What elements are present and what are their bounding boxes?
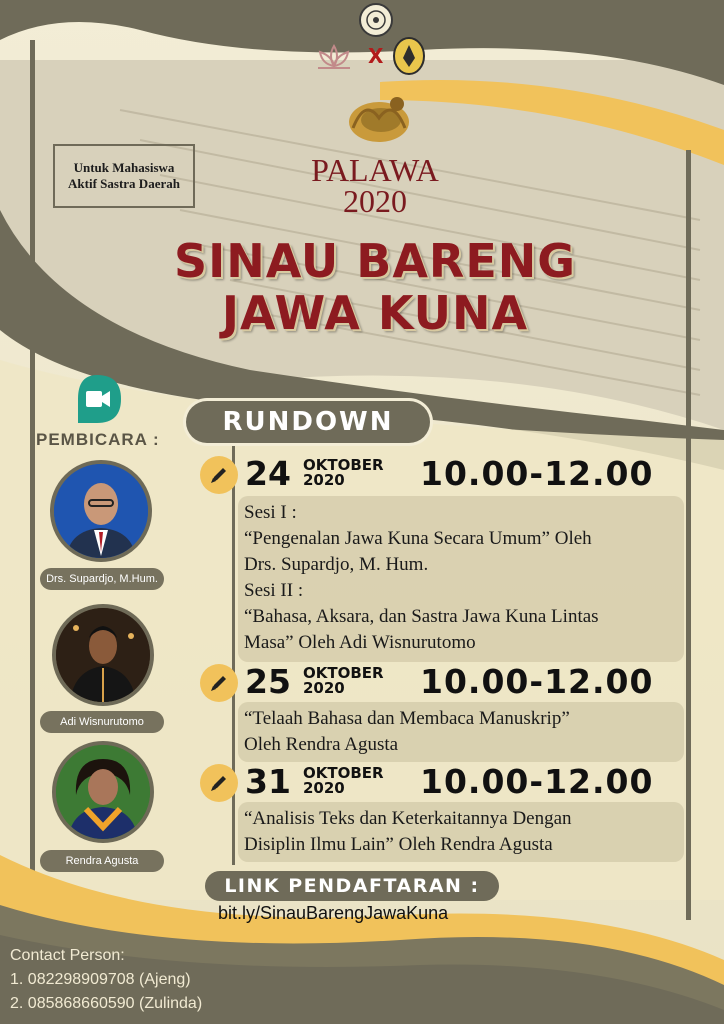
schedule-1-details [238,496,684,662]
speaker-avatar-1 [54,464,148,558]
badge-line1: Untuk Mahasiswa [73,160,175,175]
palawa-emblem-icon [345,88,413,148]
badge-line2: Aktif Sastra Daerah [68,176,180,191]
pen-icon [208,772,230,794]
event-name: PALAWA [311,152,439,188]
shield-logo-icon [392,36,426,76]
schedule-1-line: Sesi I : [244,502,297,523]
schedule-1-line: Drs. Supardjo, M. Hum. [244,554,429,575]
schedule-2-line: Oleh Rendra Agusta [244,734,399,755]
schedule-3-time: 10.00-12.00 [420,762,654,801]
schedule-2-time: 10.00-12.00 [420,662,654,701]
schedule-2-details [238,702,684,762]
speaker-avatar-3 [56,745,150,839]
rundown-label: RUNDOWN [186,401,430,443]
registration-link[interactable]: bit.ly/SinauBarengJawaKuna [218,903,449,923]
schedule-2-day: 25 [245,662,291,701]
schedule-1-day: 24 [245,454,291,493]
schedule-1-line: “Pengenalan Jawa Kuna Secara Umum” Oleh [244,528,592,549]
schedule-1-line: Masa” Oleh Adi Wisnurutomo [244,632,476,653]
speaker-name-2: Adi Wisnurutomo [40,711,164,733]
speakers-label: PEMBICARA : [36,430,160,449]
schedule-1-line: “Bahasa, Aksara, dan Sastra Jawa Kuna Lintas [244,606,599,627]
speaker-photo-3 [52,741,154,843]
eligibility-badge [53,144,195,208]
schedule-2-pen [200,664,238,702]
schedule-3-month: OKTOBER [303,764,384,782]
schedule-3-date [245,764,685,804]
schedule-1-month: OKTOBER [303,456,384,474]
schedule-3-line: “Analisis Teks dan Keterkaitannya Dengan [244,808,572,829]
schedule-1-date [245,456,685,496]
schedule-2-date [245,664,685,704]
contact-block [10,944,202,1016]
schedule-3-line: Disiplin Ilmu Lain” Oleh Rendra Agusta [244,834,553,855]
schedule-3-day: 31 [245,762,291,801]
contact-label: Contact Person: [10,947,125,964]
schedule-1-year: 2020 [303,471,345,489]
speaker-name-3: Rendra Agusta [40,850,164,872]
event-year: 2020 [343,183,407,219]
partner-logos [310,0,440,80]
schedule-3-pen [200,764,238,802]
schedule-3-year: 2020 [303,779,345,797]
pen-icon [208,672,230,694]
registration-label: LINK PENDAFTARAN : [205,871,499,901]
event-name-block [250,152,500,219]
university-seal-icon [358,2,394,38]
speaker-photo-1 [50,460,152,562]
title-line2: JAWA KUNA [221,286,529,340]
contact-entry-1: 1. 082298909708 (Ajeng) [10,971,191,988]
speaker-photo-2 [52,604,154,706]
lotus-logo-icon [314,42,354,72]
schedule-3-details [238,802,684,862]
pen-icon [208,464,230,486]
contact-entry-2: 2. 085868660590 (Zulinda) [10,995,203,1012]
schedule-1-time: 10.00-12.00 [420,454,654,493]
speaker-avatar-2 [56,608,150,702]
google-meet-icon [70,372,124,426]
partner-separator: X [368,44,384,68]
title-line1: SINAU BARENG [173,234,577,288]
schedule-1-line: Sesi II : [244,580,304,601]
schedule-2-year: 2020 [303,679,345,697]
speaker-name-1: Drs. Supardjo, M.Hum. [40,568,164,590]
schedule-2-month: OKTOBER [303,664,384,682]
schedule-1-pen [200,456,238,494]
schedule-2-line: “Telaah Bahasa dan Membaca Manuskrip” [244,708,570,729]
